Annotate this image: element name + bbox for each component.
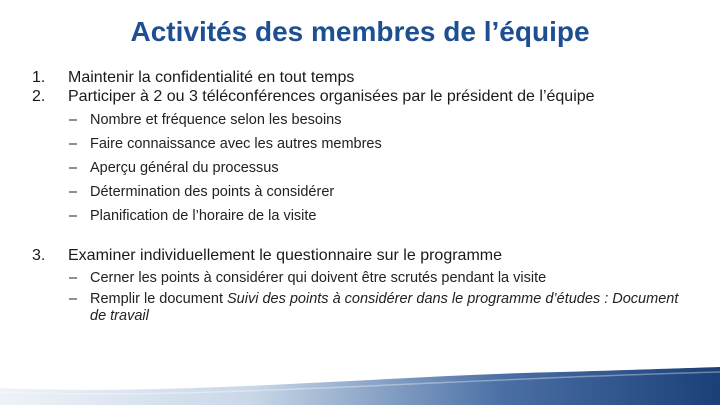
sub-item bbox=[32, 291, 692, 325]
dash-marker: – bbox=[69, 136, 78, 152]
sub-item-text: Faire connaissance avec les autres membres bbox=[90, 136, 382, 152]
sub-item-text: Détermination des points à considérer bbox=[90, 184, 335, 200]
item-number: 2. bbox=[32, 88, 46, 105]
item-text: Participer à 2 ou 3 téléconférences organisées par le président de l’équipe bbox=[68, 88, 595, 105]
document-title: Suivi des points à considérer dans le programme d’études : Document de travail bbox=[90, 291, 679, 324]
item-number: 1. bbox=[32, 69, 46, 86]
item-text: Maintenir la confidentialité en tout temps bbox=[68, 69, 355, 86]
dash-marker: – bbox=[69, 160, 78, 176]
item-number: 3. bbox=[32, 247, 46, 264]
dash-marker: – bbox=[69, 112, 78, 128]
sub-item bbox=[32, 208, 692, 225]
list-item-1 bbox=[32, 68, 692, 87]
sub-item-text: Remplir le document bbox=[90, 291, 227, 307]
decorative-wave-band bbox=[0, 366, 720, 405]
list-item-3 bbox=[32, 246, 692, 265]
item-text: Examiner individuellement le questionnaire sur le programme bbox=[68, 247, 502, 264]
slide-title: Activités des membres de l’équipe bbox=[130, 16, 590, 47]
bullet-list bbox=[32, 68, 692, 325]
sub-item bbox=[32, 184, 692, 201]
sub-item-text: Aperçu général du processus bbox=[90, 160, 279, 176]
sub-item bbox=[32, 270, 692, 287]
dash-marker: – bbox=[69, 291, 78, 307]
sub-item bbox=[32, 112, 692, 129]
sub-item-text: Nombre et fréquence selon les besoins bbox=[90, 112, 342, 128]
list-item-2 bbox=[32, 87, 692, 106]
dash-marker: – bbox=[69, 208, 78, 224]
dash-marker: – bbox=[69, 270, 78, 286]
sub-item-text: Planification de l’horaire de la visite bbox=[90, 208, 317, 224]
sub-item bbox=[32, 160, 692, 177]
sub-item bbox=[32, 136, 692, 153]
dash-marker: – bbox=[69, 184, 78, 200]
sub-item-text: Cerner les points à considérer qui doivent être scrutés pendant la visite bbox=[90, 270, 547, 286]
